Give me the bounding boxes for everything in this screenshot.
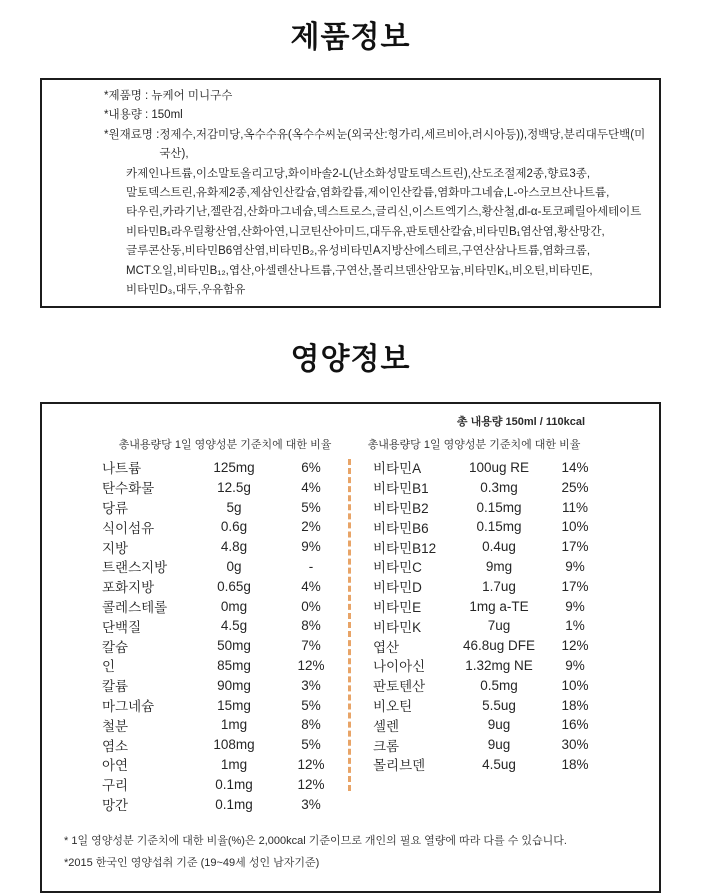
- product-name-line: *제품명 : 뉴케어 미니구수: [104, 90, 233, 102]
- nutrition-row: [102, 754, 340, 774]
- nutrient-percent: 17%: [561, 578, 589, 594]
- nutrient-name: 트랜스지방: [102, 560, 168, 576]
- nutrition-row: [373, 655, 603, 675]
- nutrient-amount: 125mg: [213, 459, 255, 475]
- nutrient-percent: 5%: [301, 737, 321, 753]
- nutrient-amount: 0.4ug: [482, 539, 516, 555]
- ingredients-line: 비타민B₁라우릴황산염,산화아연,니코틴산아미드,대두유,판토텐산칼슘,비타민B₁염산염,황산망간,: [126, 225, 605, 238]
- nutrient-name: 단백질: [102, 619, 142, 635]
- nutrient-amount: 15mg: [217, 697, 251, 713]
- nutrient-name: 아연: [102, 758, 129, 774]
- nutrient-amount: 0.6g: [220, 519, 248, 535]
- nutrient-amount: 5g: [226, 499, 242, 515]
- nutrient-name: 엽산: [373, 639, 400, 655]
- ingredients-wrapped-lines: [126, 165, 651, 301]
- nutrition-row: [102, 537, 340, 557]
- nutrition-row: [373, 457, 603, 477]
- nutrient-name: 철분: [102, 718, 129, 734]
- nutrition-row: [373, 754, 603, 774]
- nutrition-row: [102, 715, 340, 735]
- nutrient-name: 비타민A: [373, 461, 422, 477]
- nutrient-name: 나트륨: [102, 461, 142, 477]
- nutrient-percent: 0%: [301, 598, 321, 614]
- nutrient-amount: 108mg: [213, 737, 255, 753]
- nutrition-row: [373, 517, 603, 537]
- ingredients-line: 말토덱스트린,유화제2종,제삼인산칼슘,염화칼륨,제이인산칼륨,염화마그네슘,L-아스코브산나트륨,: [126, 187, 610, 200]
- nutrition-section-title: 영양정보: [290, 343, 411, 377]
- ingredients-first-line: [104, 126, 651, 165]
- nutrient-percent: 11%: [561, 499, 589, 515]
- nutrient-amount: 0.1mg: [215, 796, 253, 812]
- product-section-title: 제품정보: [290, 21, 411, 54]
- nutrient-amount: 0.5mg: [480, 677, 518, 693]
- nutrition-row: [102, 655, 340, 675]
- nutrient-name: 비오틴: [373, 699, 413, 715]
- right-column-header: 총내용량당 1일 영양성분 기준치에 대한 비율: [367, 439, 581, 452]
- nutrient-name: 크롬: [373, 738, 400, 754]
- nutrient-amount: 9ug: [487, 737, 511, 753]
- nutrient-percent: 3%: [301, 677, 321, 693]
- nutrition-row: [373, 735, 603, 755]
- nutrient-percent: 14%: [561, 459, 589, 475]
- ingredients-line: MCT오일,비타민B₁₂,엽산,아셀렌산나트륨,구연산,몰리브덴산암모늄,비타민K₁,비오틴,비타민E,: [126, 264, 593, 277]
- nutrient-name: 칼슘: [102, 639, 129, 655]
- nutrient-name: 나이아신: [373, 659, 426, 675]
- nutrient-name: 구리: [102, 778, 129, 794]
- nutrition-row: [373, 497, 603, 517]
- nutrient-percent: 9%: [565, 657, 585, 673]
- nutrient-amount: 0.1mg: [215, 776, 253, 792]
- nutrition-row: [102, 497, 340, 517]
- nutrient-amount: 12.5g: [217, 479, 251, 495]
- nutrient-percent: 17%: [561, 539, 589, 555]
- ingredients-line: 비타민D₃,대두,우유함유: [126, 284, 246, 297]
- dashed-divider: [348, 459, 351, 791]
- nutrient-percent: 6%: [301, 459, 321, 475]
- nutrient-percent: 7%: [301, 638, 321, 654]
- nutrition-row: [373, 715, 603, 735]
- nutrition-row: [373, 477, 603, 497]
- nutrition-row: [102, 774, 340, 794]
- nutrient-amount: 0.15mg: [476, 499, 522, 515]
- nutrient-name: 탄수화물: [102, 481, 155, 497]
- nutrient-amount: 5.5ug: [482, 697, 516, 713]
- nutrient-percent: 10%: [561, 677, 589, 693]
- nutrient-percent: -: [308, 558, 314, 574]
- nutrition-row: [102, 735, 340, 755]
- nutrition-row: [373, 675, 603, 695]
- nutrition-facts-box: [40, 402, 661, 893]
- nutrient-percent: 10%: [561, 519, 589, 535]
- nutrient-amount: 9mg: [485, 558, 513, 574]
- nutrition-row: [373, 616, 603, 636]
- nutrient-name: 비타민C: [373, 560, 422, 576]
- nutrition-right-column: [373, 457, 603, 813]
- nutrient-percent: 1%: [565, 618, 585, 634]
- nutrient-amount: 7ug: [487, 618, 511, 634]
- nutrient-name: 콜레스테롤: [102, 600, 168, 616]
- nutrient-name: 포화지방: [102, 580, 155, 596]
- nutrient-name: 당류: [102, 501, 129, 517]
- nutrient-amount: 50mg: [217, 638, 251, 654]
- nutrition-row: [373, 596, 603, 616]
- ingredients-line: 카제인나트륨,이소말토올리고당,화이바솔2-L(난소화성말토덱스트린),산도조절제2종,향료3종,: [126, 167, 591, 180]
- nutrient-percent: 12%: [297, 776, 325, 792]
- nutrient-percent: 18%: [561, 697, 589, 713]
- nutrition-row: [102, 636, 340, 656]
- nutrient-name: 비타민B6: [373, 520, 429, 536]
- nutrient-name: 비타민E: [373, 600, 422, 616]
- nutrient-percent: 2%: [301, 519, 321, 535]
- nutrition-row: [102, 556, 340, 576]
- footnote-line: *2015 한국인 영양섭취 기준 (19~49세 성인 남자기준): [64, 856, 320, 869]
- ingredients-line: 글루콘산동,비타민B6염산염,비타민B₂,유성비타민A지방산에스테르,구연산삼나트륨,염화크롬,: [126, 245, 591, 258]
- nutrient-amount: 4.5g: [220, 618, 248, 634]
- left-column-header: 총내용량당 1일 영양성분 기준치에 대한 비율: [118, 439, 332, 452]
- nutrient-name: 망간: [102, 798, 129, 814]
- nutrition-row: [102, 695, 340, 715]
- nutrient-amount: 1mg a-TE: [469, 598, 529, 614]
- nutrient-amount: 0g: [226, 558, 242, 574]
- nutrient-amount: 0mg: [220, 598, 248, 614]
- nutrient-percent: 5%: [301, 697, 321, 713]
- nutrient-amount: 0.15mg: [476, 519, 522, 535]
- nutrient-percent: 9%: [565, 598, 585, 614]
- nutrient-name: 비타민D: [373, 580, 422, 596]
- nutrient-name: 비타민B12: [373, 540, 437, 556]
- nutrient-name: 염소: [102, 738, 129, 754]
- nutrition-row: [373, 636, 603, 656]
- nutrient-name: 몰리브덴: [373, 758, 426, 774]
- nutrient-name: 칼륨: [102, 679, 129, 695]
- nutrient-percent: 12%: [297, 657, 325, 673]
- footnotes: [64, 830, 659, 874]
- nutrient-percent: 4%: [301, 578, 321, 594]
- nutrition-row: [102, 794, 340, 814]
- nutrient-amount: 85mg: [217, 657, 251, 673]
- nutrient-percent: 12%: [297, 756, 325, 772]
- nutrient-name: 마그네슘: [102, 699, 155, 715]
- nutrition-row: [373, 556, 603, 576]
- nutrient-amount: 1mg: [220, 717, 248, 733]
- nutrient-amount: 46.8ug DFE: [462, 638, 536, 654]
- nutrient-percent: 5%: [301, 499, 321, 515]
- nutrient-name: 지방: [102, 540, 129, 556]
- footnote-line: * 1일 영양성분 기준치에 대한 비율(%)은 2,000kcal 기준이므로 개인의 필요 열량에 따라 다를 수 있습니다.: [64, 834, 567, 847]
- nutrient-amount: 1mg: [220, 756, 248, 772]
- ingredients-line: 타우린,카라기난,젤란검,산화마그네슘,덱스트로스,글리신,이스트엑기스,황산철,dl-α-토코페릴아세테이트: [126, 206, 642, 219]
- volume-line: *내용량 : 150ml: [104, 109, 183, 122]
- nutrient-percent: 8%: [301, 618, 321, 634]
- nutrient-percent: 3%: [301, 796, 321, 812]
- nutrient-amount: 1.7ug: [482, 578, 516, 594]
- nutrient-percent: 18%: [561, 756, 589, 772]
- ingredients-label: *원재료명 :: [104, 128, 160, 141]
- nutrient-name: 인: [102, 659, 116, 675]
- nutrient-name: 비타민B2: [373, 501, 429, 517]
- nutrient-amount: 9ug: [487, 717, 511, 733]
- nutrient-percent: 16%: [561, 717, 589, 733]
- nutrition-row: [102, 576, 340, 596]
- total-amount-line: 총 내용량 150ml / 110kcal: [456, 416, 586, 429]
- nutrition-row: [373, 576, 603, 596]
- nutrition-row: [102, 675, 340, 695]
- nutrient-name: 셀렌: [373, 718, 400, 734]
- nutrient-amount: 0.3mg: [480, 479, 518, 495]
- nutrient-percent: 9%: [565, 558, 585, 574]
- nutrient-name: 비타민B1: [373, 481, 429, 497]
- nutrient-name: 판토텐산: [373, 679, 426, 695]
- nutrient-percent: 9%: [301, 539, 321, 555]
- nutrient-amount: 0.65g: [217, 578, 251, 594]
- nutrient-amount: 90mg: [217, 677, 251, 693]
- nutrition-row: [373, 695, 603, 715]
- ingredients-line: 정제수,저감미당,옥수수유(옥수수씨눈(외국산:헝가리,세르비아,러시아등)),정백당,분리대두단백(미국산),: [159, 128, 646, 161]
- nutrient-amount: 4.5ug: [482, 756, 516, 772]
- nutrition-row: [102, 477, 340, 497]
- nutrient-name: 식이섬유: [102, 520, 155, 536]
- nutrition-left-column: [102, 457, 340, 813]
- nutrition-row: [102, 596, 340, 616]
- product-info-box: [40, 78, 661, 308]
- nutrient-amount: 4.8g: [220, 539, 248, 555]
- nutrient-amount: 1.32mg NE: [465, 657, 533, 673]
- nutrient-percent: 25%: [561, 479, 589, 495]
- nutrition-row: [102, 517, 340, 537]
- nutrition-columns: [102, 457, 659, 813]
- nutrient-percent: 30%: [561, 737, 589, 753]
- nutrition-row: [102, 457, 340, 477]
- nutrient-percent: 12%: [561, 638, 589, 654]
- nutrient-name: 비타민K: [373, 619, 422, 635]
- nutrient-amount: 100ug RE: [468, 459, 530, 475]
- nutrient-percent: 8%: [301, 717, 321, 733]
- nutrient-percent: 4%: [301, 479, 321, 495]
- nutrition-row: [102, 616, 340, 636]
- nutrition-column-headers: [42, 436, 659, 452]
- nutrition-row: [373, 537, 603, 557]
